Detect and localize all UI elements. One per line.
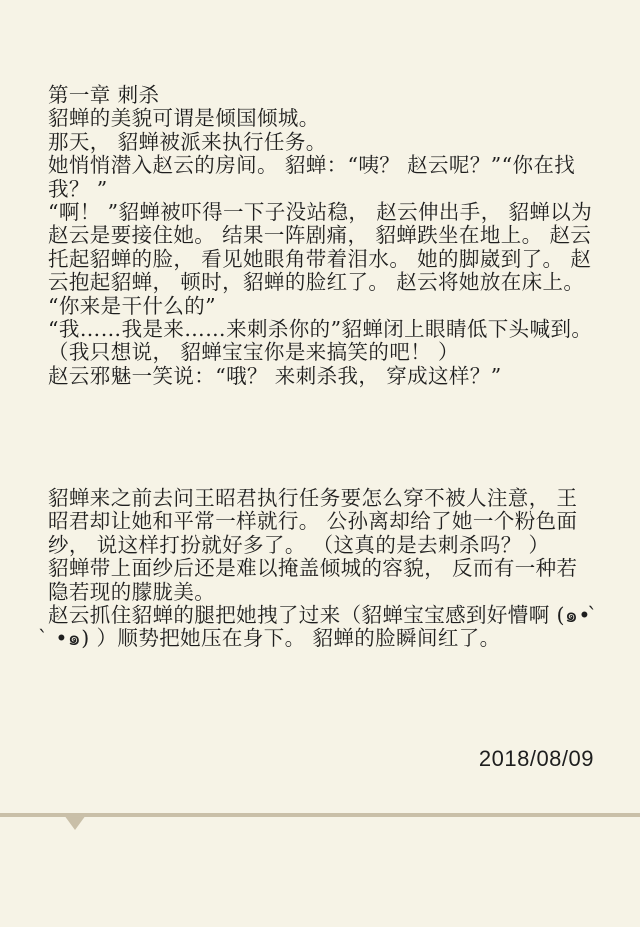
paragraph: 貂蝉来之前去问王昭君执行任务要怎么穿不被人注意， 王昭君却让她和平常一样就行。 公孙离却给了她一个粉色面纱， 说这样打扮就好多了。 （这真的是去刺杀吗？ ） [48,486,578,557]
paragraph: 貂蝉带上面纱后还是难以掩盖倾城的容貌， 反而有一种若隐若现的朦胧美。 [48,556,578,604]
story-section-1 [48,83,600,388]
paragraph: “你来是干什么的” [48,293,217,318]
paragraph: 赵云邪魅一笑说：“哦？ 来刺杀我， 穿成这样？” [48,363,502,388]
paragraph: 貂蝉的美貌可谓是倾国倾城。 [48,106,320,131]
paragraph: “啊！ ”貂蝉被吓得一下子没站稳， 赵云伸出手， 貂蝉以为赵云是要接住她。 结果一阵剧痛， 貂蝉跌坐在地上。 赵云托起貂蝉的脸， 看见她眼角带着泪水。 她的脚崴到了。 赵云抱起貂蝉， 顿时，貂蝉的脸红了。 赵云将她放在床上。 [48,200,593,295]
paragraph: “我……我是来……来刺杀你的”貂蝉闭上眼睛低下头喊到。 （我只想说， 貂蝉宝宝你是来搞笑的吧！ ） [48,317,600,365]
divider-notch-icon [64,815,86,830]
chapter-title: 第一章 刺杀 [48,83,160,107]
story-section-2 [48,487,596,651]
paragraph: 那天， 貂蝉被派来执行任务。 [48,129,327,154]
paragraph: 她悄悄潜入赵云的房间。 貂蝉：“咦？ 赵云呢？”“你在找我？ ” [48,153,576,201]
paragraph: 赵云抓住貂蝉的腿把她拽了过来（貂蝉宝宝感到好懵啊 (๑• ̀ •๑) ）顺势把她压在身下。 貂蝉的脸瞬间红了。 [48,603,598,651]
post-date: 2018/08/09 [478,746,594,771]
footer-divider [0,813,640,817]
